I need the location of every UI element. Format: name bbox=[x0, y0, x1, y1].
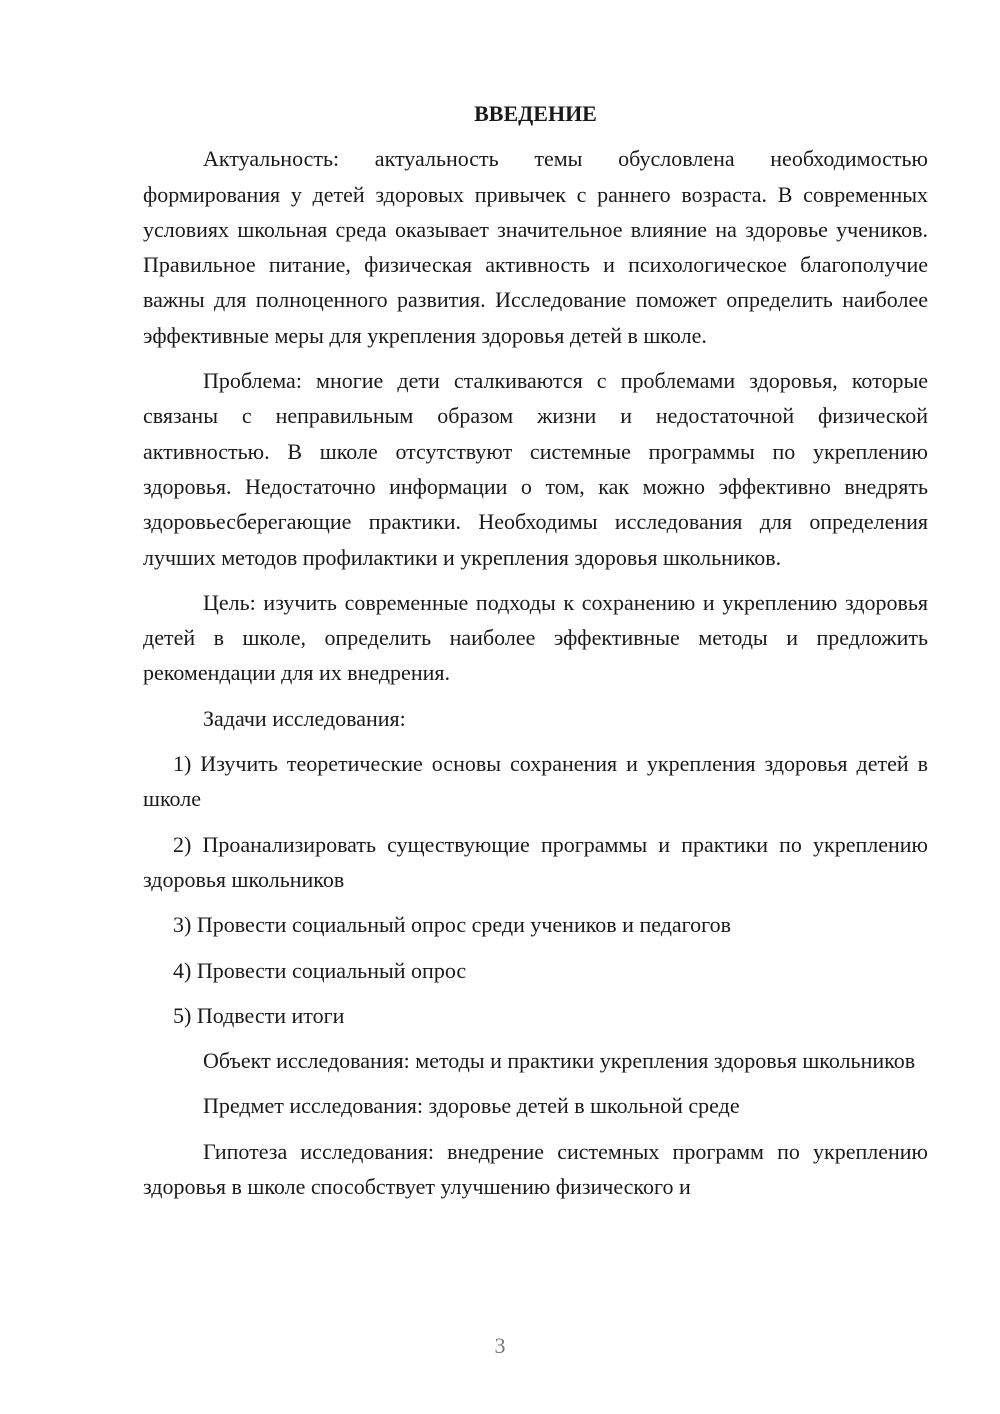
section-title: ВВЕДЕНИЕ bbox=[474, 101, 597, 126]
task-item-2: 2) Проанализировать существующие программы и практики по укреплению здоровья школьников bbox=[143, 831, 928, 892]
paragraph-tasks-heading: Задачи исследования: bbox=[203, 705, 406, 731]
task-item-1: 1) Изучить теоретические основы сохранения и укрепления здоровья детей в школе bbox=[143, 751, 928, 812]
task-item-3: 3) Провести социальный опрос среди учеников и педагогов bbox=[173, 912, 731, 938]
paragraph-hypothesis: Гипотеза исследования: внедрение системных программ по укреплению здоровья в школе способствует улучшению физического и bbox=[143, 1138, 928, 1200]
paragraph-subject: Предмет исследования: здоровье детей в школьной среде bbox=[203, 1093, 740, 1119]
task-item-5: 5) Подвести итоги bbox=[173, 1002, 345, 1028]
page-number: 3 bbox=[494, 1333, 506, 1358]
paragraph-object: Объект исследования: методы и практики укрепления здоровья школьников bbox=[203, 1048, 916, 1074]
page-body bbox=[143, 96, 928, 1214]
paragraph-goal: Цель: изучить современные подходы к сохранению и укреплению здоровья детей в школе, определить наиболее эффективные методы и предложить рекомендации для их внедрения. bbox=[143, 589, 928, 686]
paragraph-relevance: Актуальность: актуальность темы обусловлена необходимостью формирования у детей здоровых привычек с раннего возраста. В современных условиях школьная среда оказывает значительное влияние на здоровье учеников. Правильное питание, физическая активность и психологическое благополучие важны для полноценного развития. Исследование поможет определить наиболее эффективные меры для укрепления здоровья детей в школе. bbox=[143, 146, 928, 348]
task-item-4: 4) Провести социальный опрос bbox=[173, 957, 467, 983]
paragraph-problem: Проблема: многие дети сталкиваются с проблемами здоровья, которые связаны с неправильным образом жизни и недостаточной физической активностью. В школе отсутствуют системные программы по укреплению здоровья. Недостаточно информации о том, как можно эффективно внедрять здоровьесберегающие практики. Необходимы исследования для определения лучших методов профилактики и укрепления здоровья школьников. bbox=[143, 368, 928, 570]
